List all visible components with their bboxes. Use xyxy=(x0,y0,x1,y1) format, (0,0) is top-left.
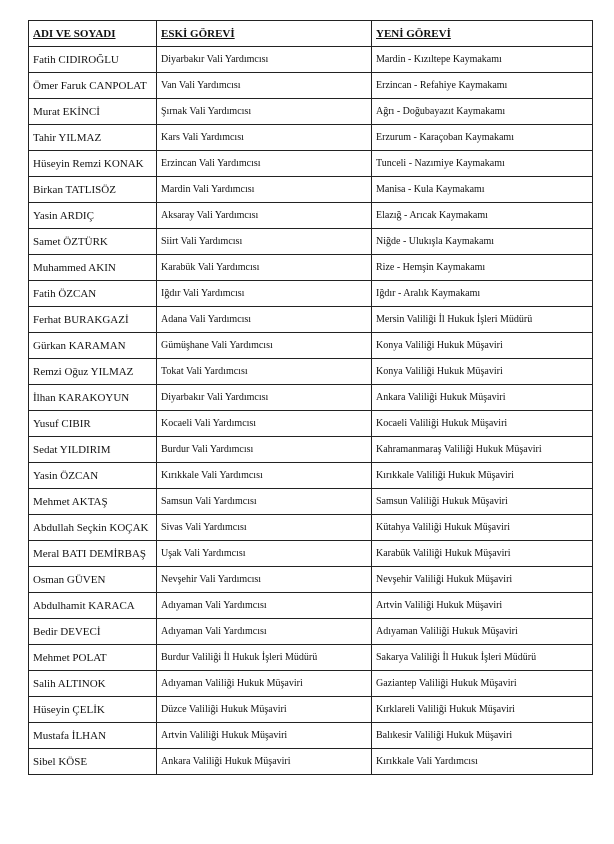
cell-name: Sedat YILDIRIM xyxy=(29,437,157,463)
cell-old-position: Siirt Vali Yardımcısı xyxy=(157,229,372,255)
cell-name: İlhan KARAKOYUN xyxy=(29,385,157,411)
table-row xyxy=(29,203,593,229)
cell-name: Osman GÜVEN xyxy=(29,567,157,593)
cell-new-position: Manisa - Kula Kaymakamı xyxy=(372,177,593,203)
cell-old-position: Burdur Vali Yardımcısı xyxy=(157,437,372,463)
cell-old-position: Uşak Vali Yardımcısı xyxy=(157,541,372,567)
cell-name: Ferhat BURAKGAZİ xyxy=(29,307,157,333)
cell-new-position: Rize - Hemşin Kaymakamı xyxy=(372,255,593,281)
cell-old-position: Kocaeli Vali Yardımcısı xyxy=(157,411,372,437)
cell-name: Birkan TATLISÖZ xyxy=(29,177,157,203)
cell-old-position: Burdur Valiliği İl Hukuk İşleri Müdürü xyxy=(157,645,372,671)
cell-old-position: Diyarbakır Vali Yardımcısı xyxy=(157,385,372,411)
cell-name: Fatih CIDIROĞLU xyxy=(29,47,157,73)
cell-old-position: Kars Vali Yardımcısı xyxy=(157,125,372,151)
cell-name: Abdullah Seçkin KOÇAK xyxy=(29,515,157,541)
table-row xyxy=(29,671,593,697)
cell-new-position: Kütahya Valiliği Hukuk Müşaviri xyxy=(372,515,593,541)
table-row xyxy=(29,463,593,489)
cell-old-position: Adana Vali Yardımcısı xyxy=(157,307,372,333)
table-row xyxy=(29,47,593,73)
header-name: ADI VE SOYADI xyxy=(29,21,157,47)
table-row xyxy=(29,125,593,151)
table-body xyxy=(29,47,593,775)
table-row xyxy=(29,593,593,619)
table-row xyxy=(29,515,593,541)
cell-name: Yasin ARDIÇ xyxy=(29,203,157,229)
cell-new-position: Konya Valiliği Hukuk Müşaviri xyxy=(372,333,593,359)
table-row xyxy=(29,177,593,203)
cell-old-position: Van Vali Yardımcısı xyxy=(157,73,372,99)
cell-name: Mustafa İLHAN xyxy=(29,723,157,749)
table-row xyxy=(29,229,593,255)
cell-name: Samet ÖZTÜRK xyxy=(29,229,157,255)
cell-new-position: Erzurum - Karaçoban Kaymakamı xyxy=(372,125,593,151)
cell-name: Mehmet POLAT xyxy=(29,645,157,671)
cell-old-position: Artvin Valiliği Hukuk Müşaviri xyxy=(157,723,372,749)
header-old-position: ESKİ GÖREVİ xyxy=(157,21,372,47)
cell-new-position: Sakarya Valiliği İl Hukuk İşleri Müdürü xyxy=(372,645,593,671)
cell-new-position: Tunceli - Nazımiye Kaymakamı xyxy=(372,151,593,177)
cell-name: Fatih ÖZCAN xyxy=(29,281,157,307)
cell-name: Meral BATI DEMİRBAŞ xyxy=(29,541,157,567)
cell-name: Remzi Oğuz YILMAZ xyxy=(29,359,157,385)
cell-old-position: Aksaray Vali Yardımcısı xyxy=(157,203,372,229)
assignment-table xyxy=(28,20,593,775)
cell-name: Hüseyin ÇELİK xyxy=(29,697,157,723)
cell-name: Yasin ÖZCAN xyxy=(29,463,157,489)
cell-old-position: Erzincan Vali Yardımcısı xyxy=(157,151,372,177)
cell-name: Tahir YILMAZ xyxy=(29,125,157,151)
cell-new-position: Samsun Valiliği Hukuk Müşaviri xyxy=(372,489,593,515)
cell-new-position: Balıkesir Valiliği Hukuk Müşaviri xyxy=(372,723,593,749)
table-row xyxy=(29,255,593,281)
table-row xyxy=(29,385,593,411)
table-row xyxy=(29,411,593,437)
cell-new-position: Iğdır - Aralık Kaymakamı xyxy=(372,281,593,307)
cell-name: Mehmet AKTAŞ xyxy=(29,489,157,515)
cell-name: Gürkan KARAMAN xyxy=(29,333,157,359)
cell-old-position: Iğdır Vali Yardımcısı xyxy=(157,281,372,307)
header-new-position: YENİ GÖREVİ xyxy=(372,21,593,47)
table-row xyxy=(29,489,593,515)
table-row xyxy=(29,151,593,177)
table-row xyxy=(29,645,593,671)
cell-new-position: Elazığ - Arıcak Kaymakamı xyxy=(372,203,593,229)
table-row xyxy=(29,723,593,749)
cell-old-position: Tokat Vali Yardımcısı xyxy=(157,359,372,385)
cell-old-position: Adıyaman Vali Yardımcısı xyxy=(157,593,372,619)
table-header xyxy=(29,21,593,47)
cell-name: Yusuf CIBIR xyxy=(29,411,157,437)
cell-new-position: Karabük Valiliği Hukuk Müşaviri xyxy=(372,541,593,567)
cell-old-position: Samsun Vali Yardımcısı xyxy=(157,489,372,515)
cell-old-position: Adıyaman Valiliği Hukuk Müşaviri xyxy=(157,671,372,697)
cell-new-position: Konya Valiliği Hukuk Müşaviri xyxy=(372,359,593,385)
cell-new-position: Kırıkkale Vali Yardımcısı xyxy=(372,749,593,775)
table-row xyxy=(29,567,593,593)
table-row xyxy=(29,437,593,463)
cell-name: Abdulhamit KARACA xyxy=(29,593,157,619)
cell-new-position: Mersin Valiliği İl Hukuk İşleri Müdürü xyxy=(372,307,593,333)
cell-new-position: Kırklareli Valiliği Hukuk Müşaviri xyxy=(372,697,593,723)
cell-old-position: Sivas Vali Yardımcısı xyxy=(157,515,372,541)
cell-new-position: Erzincan - Refahiye Kaymakamı xyxy=(372,73,593,99)
cell-new-position: Ankara Valiliği Hukuk Müşaviri xyxy=(372,385,593,411)
table-row xyxy=(29,697,593,723)
cell-name: Hüseyin Remzi KONAK xyxy=(29,151,157,177)
table-row xyxy=(29,359,593,385)
table-row xyxy=(29,99,593,125)
cell-new-position: Nevşehir Valiliği Hukuk Müşaviri xyxy=(372,567,593,593)
cell-old-position: Nevşehir Vali Yardımcısı xyxy=(157,567,372,593)
table-row xyxy=(29,541,593,567)
table-row xyxy=(29,73,593,99)
cell-new-position: Artvin Valiliği Hukuk Müşaviri xyxy=(372,593,593,619)
cell-old-position: Kırıkkale Vali Yardımcısı xyxy=(157,463,372,489)
table-row xyxy=(29,749,593,775)
cell-old-position: Diyarbakır Vali Yardımcısı xyxy=(157,47,372,73)
cell-name: Salih ALTINOK xyxy=(29,671,157,697)
cell-name: Muhammed AKIN xyxy=(29,255,157,281)
cell-name: Murat EKİNCİ xyxy=(29,99,157,125)
cell-old-position: Adıyaman Vali Yardımcısı xyxy=(157,619,372,645)
cell-old-position: Şırnak Vali Yardımcısı xyxy=(157,99,372,125)
cell-old-position: Karabük Vali Yardımcısı xyxy=(157,255,372,281)
cell-name: Ömer Faruk CANPOLAT xyxy=(29,73,157,99)
table-row xyxy=(29,333,593,359)
cell-old-position: Gümüşhane Vali Yardımcısı xyxy=(157,333,372,359)
cell-old-position: Ankara Valiliği Hukuk Müşaviri xyxy=(157,749,372,775)
cell-new-position: Ağrı - Doğubayazıt Kaymakamı xyxy=(372,99,593,125)
table-row xyxy=(29,281,593,307)
cell-old-position: Mardin Vali Yardımcısı xyxy=(157,177,372,203)
cell-name: Sibel KÖSE xyxy=(29,749,157,775)
header-row xyxy=(29,21,593,47)
cell-new-position: Kırıkkale Valiliği Hukuk Müşaviri xyxy=(372,463,593,489)
cell-new-position: Gaziantep Valiliği Hukuk Müşaviri xyxy=(372,671,593,697)
cell-new-position: Niğde - Ulukışla Kaymakamı xyxy=(372,229,593,255)
cell-name: Bedir DEVECİ xyxy=(29,619,157,645)
cell-new-position: Adıyaman Valiliği Hukuk Müşaviri xyxy=(372,619,593,645)
table-row xyxy=(29,307,593,333)
table-row xyxy=(29,619,593,645)
cell-new-position: Kocaeli Valiliği Hukuk Müşaviri xyxy=(372,411,593,437)
cell-new-position: Kahramanmaraş Valiliği Hukuk Müşaviri xyxy=(372,437,593,463)
cell-new-position: Mardin - Kızıltepe Kaymakamı xyxy=(372,47,593,73)
cell-old-position: Düzce Valiliği Hukuk Müşaviri xyxy=(157,697,372,723)
